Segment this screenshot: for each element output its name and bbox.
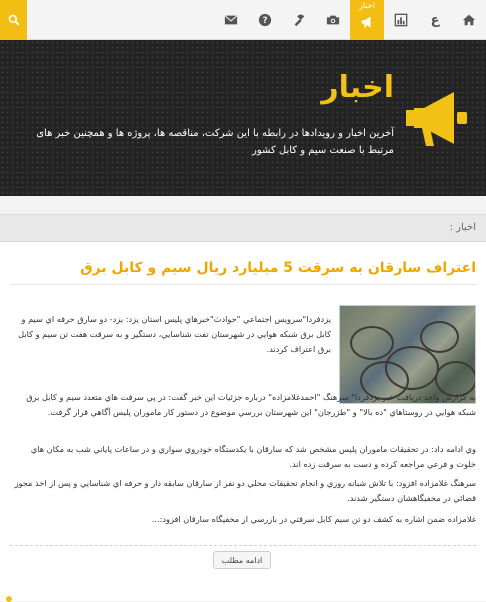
megaphone-icon — [360, 15, 374, 29]
read-more-button[interactable]: ادامه مطلب — [213, 551, 271, 569]
mail-icon[interactable] — [214, 0, 248, 40]
article-panel — [0, 242, 486, 601]
home-icon[interactable] — [452, 0, 486, 40]
article-paragraph: به گزارش واحد دريافت خبر يزدفردا" سرهنگ "احمدغلامزاده" درباره جزئيات اين خبر گفت: در پي سرقت هاي متعدد سيم و كابل برق شبكه هوايي در روستاهاي "ده بالا" و "طزرجان" اين شهرستان بررسي موضوع در دستور كار ماموران پليس آگاهي قرار گرفت. — [26, 392, 476, 417]
article-paragraph: غلامزاده ضمن اشاره به كشف دو تن سيم كابل سرقتي در بازرسي از مخفيگاه سارقان افزود:... — [151, 514, 476, 524]
tools-icon[interactable] — [282, 0, 316, 40]
svg-text:?: ? — [262, 16, 268, 27]
content-divider — [10, 545, 476, 546]
translate-glyph: ع — [430, 12, 440, 28]
search-icon — [8, 14, 20, 26]
megaphone-icon — [402, 86, 472, 150]
article-title[interactable]: اعتراف سارقان به سرقت 5 میلیارد ریال سیم و کابل برق — [80, 260, 476, 276]
page-title: اخبار — [321, 70, 394, 105]
hero-banner — [0, 40, 486, 196]
home-icon — [462, 13, 476, 27]
chart-icon[interactable] — [384, 0, 418, 40]
decorative-dot — [6, 596, 12, 602]
nav-news-tab[interactable] — [350, 0, 384, 44]
title-divider — [10, 284, 476, 285]
article-paragraph: يزدفردا"سرويس اجتماعي "حوادث"خبرهاي پليس استان يزد: يزد- دو سارق حرفه اي سيم و كابل برق شبكه هوايي در شهرستان تفت شناسايي، دستگير و به سرقت هفت تن سيم و كابل برق اعتراف كردند. — [18, 314, 331, 354]
article-paragraph: سرهنگ غلامزاده افزود: با تلاش شبانه روزي و انجام تحقيقات محلي دو نفر از سارقان سابقه دار و حرفه اي شناسايي و پس از اخذ مجوز قضائي در مخفيگاهشان دستگير شدند. — [14, 478, 476, 503]
breadcrumb — [0, 214, 486, 242]
help-icon[interactable] — [248, 0, 282, 40]
chart-icon — [394, 13, 408, 27]
mail-icon — [224, 13, 238, 27]
page-description: آخرین اخبار و رویدادها در رابطه با این شرکت، مناقصه ها، پروژه ها و همچنین خبر های مرتبط با صنعت سیم و کابل کشور — [36, 128, 394, 156]
search-button[interactable] — [0, 0, 27, 40]
top-nav — [0, 0, 486, 40]
translate-icon[interactable] — [418, 0, 452, 40]
camera-icon[interactable] — [316, 0, 350, 40]
breadcrumb-label: اخبار : — [449, 222, 476, 233]
camera-icon — [326, 13, 340, 27]
tools-icon — [292, 13, 306, 27]
article-paragraph: وي ادامه داد: در تحقيقات ماموران پليس مشخص شد كه سارقان با يكدستگاه خودروي سواري و در ساعات پاياني شب به مكان هاي خلوت و فرعي مراجعه كرده و دست به سرقت زده اند. — [30, 444, 476, 469]
help-icon — [258, 13, 272, 27]
nav-news-label: اخبار — [359, 1, 375, 10]
